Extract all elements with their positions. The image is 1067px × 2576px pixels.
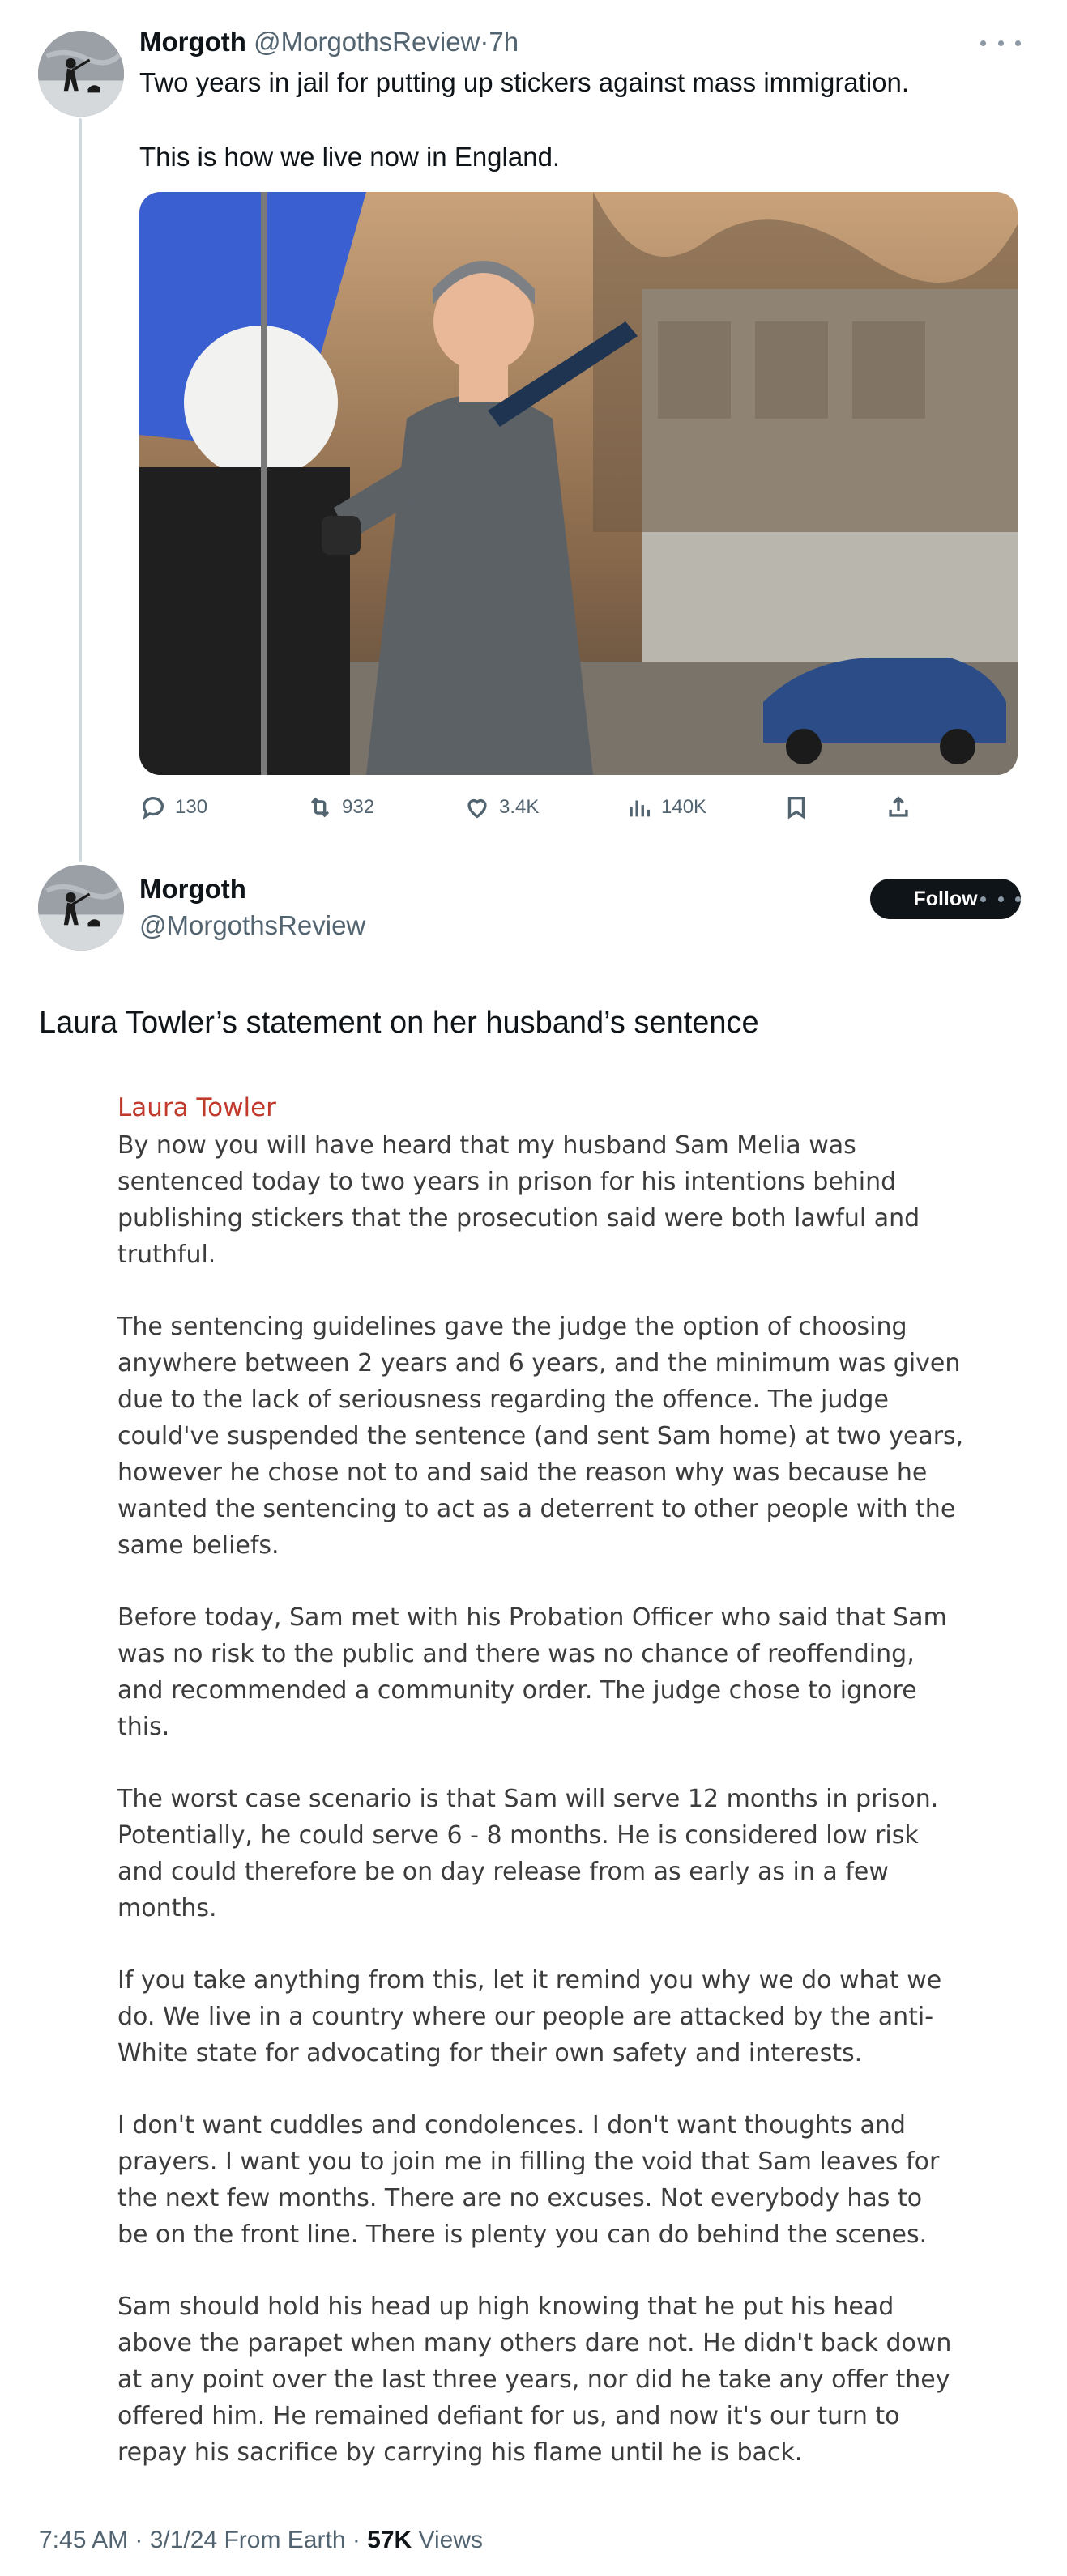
- statement-line: could've suspended the sentence (and sent Sam home) at two years,: [117, 1422, 964, 1450]
- statement-line: The sentencing guidelines gave the judge the option of choosing: [117, 1313, 907, 1341]
- username-handle[interactable]: [139, 909, 365, 942]
- statement-line: I don't want cuddles and condolences. I don't want thoughts and: [117, 2111, 906, 2140]
- statement-line: offered him. He remained defiant for us, and now it's our turn to: [117, 2402, 900, 2430]
- statement-line: above the parapet when many others dare not. He didn't back down: [117, 2329, 952, 2357]
- more-icon[interactable]: [980, 31, 1021, 55]
- repost-icon: [306, 794, 334, 821]
- separator-dot: ·: [480, 27, 489, 57]
- statement-line: By now you will have heard that my husband Sam Melia was: [117, 1131, 856, 1160]
- repost-button[interactable]: [306, 787, 374, 828]
- statement-line: Sam should hold his head up high knowing that he put his head: [117, 2293, 894, 2321]
- views-count: 140K: [661, 796, 707, 818]
- statement-line: do. We live in a country where our people are attacked by the anti-: [117, 2003, 934, 2031]
- like-icon: [463, 794, 491, 821]
- statement-line: If you take anything from this, let it remind you why we do what we: [117, 1966, 942, 1995]
- statement-paragraph: [117, 1127, 992, 1273]
- statement-line: however he chose not to and said the reason why was because he: [117, 1458, 928, 1487]
- statement-paragraph: [117, 1599, 992, 1745]
- statement-line: prayers. I want you to join me in filling the void that Sam leaves for: [117, 2148, 940, 2176]
- statement-line: White state for advocating for their own safety and interests.: [117, 2039, 863, 2067]
- reply-count: 130: [175, 796, 208, 818]
- statement-line: same beliefs.: [117, 1531, 280, 1560]
- tweet-text-line: Two years in jail for putting up stickers against mass immigration.: [139, 67, 910, 97]
- statement-line: and recommended a community order. The judge chose to ignore: [117, 1676, 917, 1705]
- repost-count: 932: [342, 796, 375, 818]
- statement-line: The worst case scenario is that Sam will serve 12 months in prison.: [117, 1785, 939, 1813]
- views-icon: [625, 794, 653, 821]
- avatar[interactable]: [38, 31, 124, 117]
- statement-line: months.: [117, 1894, 217, 1922]
- statement-line: the next few months. There are no excuses. Not everybody has to: [117, 2184, 923, 2212]
- share-icon: [885, 794, 912, 821]
- reply-button[interactable]: [139, 787, 207, 828]
- statement-line: this.: [117, 1713, 170, 1741]
- tweet-photo[interactable]: [139, 192, 1018, 775]
- display-name[interactable]: [139, 873, 246, 905]
- share-button[interactable]: [885, 787, 912, 828]
- statement-paragraph: [117, 2107, 992, 2253]
- follow-button[interactable]: Follow: [870, 879, 1021, 919]
- statement-line: was no risk to the public and there was no chance of reoffending,: [117, 1640, 915, 1668]
- statement-image[interactable]: [117, 1090, 992, 2506]
- bookmark-icon: [783, 794, 810, 821]
- statement-line: at any point over the last three years, nor did he take any offer they: [117, 2365, 950, 2394]
- timestamp[interactable]: 7:45 AM · 3/1/24 From Earth ·: [39, 2527, 368, 2553]
- statement-paragraph: [117, 1309, 992, 1564]
- statement-line: be on the front line. There is plenty you can do behind the scenes.: [117, 2220, 928, 2249]
- tweet-time[interactable]: 7h: [489, 27, 519, 57]
- thread-line: [79, 118, 82, 862]
- statement-line: wanted the sentencing to act as a deterrent to other people with the: [117, 1495, 956, 1523]
- more-icon[interactable]: [980, 887, 1021, 911]
- views-count: 57K: [367, 2527, 412, 2553]
- tweet-footer: [39, 2524, 483, 2557]
- username-handle[interactable]: @MorgothsReview: [254, 27, 480, 57]
- statement-author: Laura Towler: [117, 1093, 276, 1122]
- tweet-header: [139, 26, 519, 58]
- like-count: 3.4K: [499, 796, 540, 818]
- statement-paragraph: [117, 1781, 992, 1927]
- tweet-text-line: This is how we live now in England.: [139, 142, 561, 172]
- tweet-text: Laura Towler’s statement on her husband’s sentence: [39, 1006, 759, 1040]
- handle-text: @MorgothsReview: [139, 910, 366, 940]
- views-button[interactable]: [625, 787, 706, 828]
- reply-icon: [139, 794, 167, 821]
- statement-paragraph: [117, 2289, 992, 2471]
- statement-line: sentenced today to two years in prison for his intentions behind: [117, 1168, 897, 1196]
- statement-line: publishing stickers that the prosecution said were both lawful and: [117, 1204, 920, 1233]
- statement-line: truthful.: [117, 1241, 216, 1269]
- views-label: Views: [412, 2527, 484, 2553]
- like-button[interactable]: [463, 787, 539, 828]
- statement-line: repay his sacrifice by carrying his flame until he is back.: [117, 2438, 803, 2467]
- display-name[interactable]: Morgoth: [139, 27, 246, 57]
- statement-body: [117, 1127, 992, 2471]
- statement-line: anywhere between 2 years and 6 years, and the minimum was given: [117, 1349, 961, 1377]
- statement-line: due to the lack of seriousness regarding the offence. The judge: [117, 1386, 889, 1414]
- statement-line: Potentially, he could serve 6 - 8 months. He is considered low risk: [117, 1821, 919, 1850]
- bookmark-button[interactable]: [783, 787, 810, 828]
- statement-paragraph: [117, 1962, 992, 2071]
- avatar[interactable]: [38, 865, 124, 951]
- statement-line: Before today, Sam met with his Probation Officer who said that Sam: [117, 1603, 947, 1632]
- statement-line: and could therefore be on day release from as early as in a few: [117, 1858, 889, 1886]
- tweet-action-bar: [139, 787, 950, 828]
- display-name-text: Morgoth: [139, 874, 246, 904]
